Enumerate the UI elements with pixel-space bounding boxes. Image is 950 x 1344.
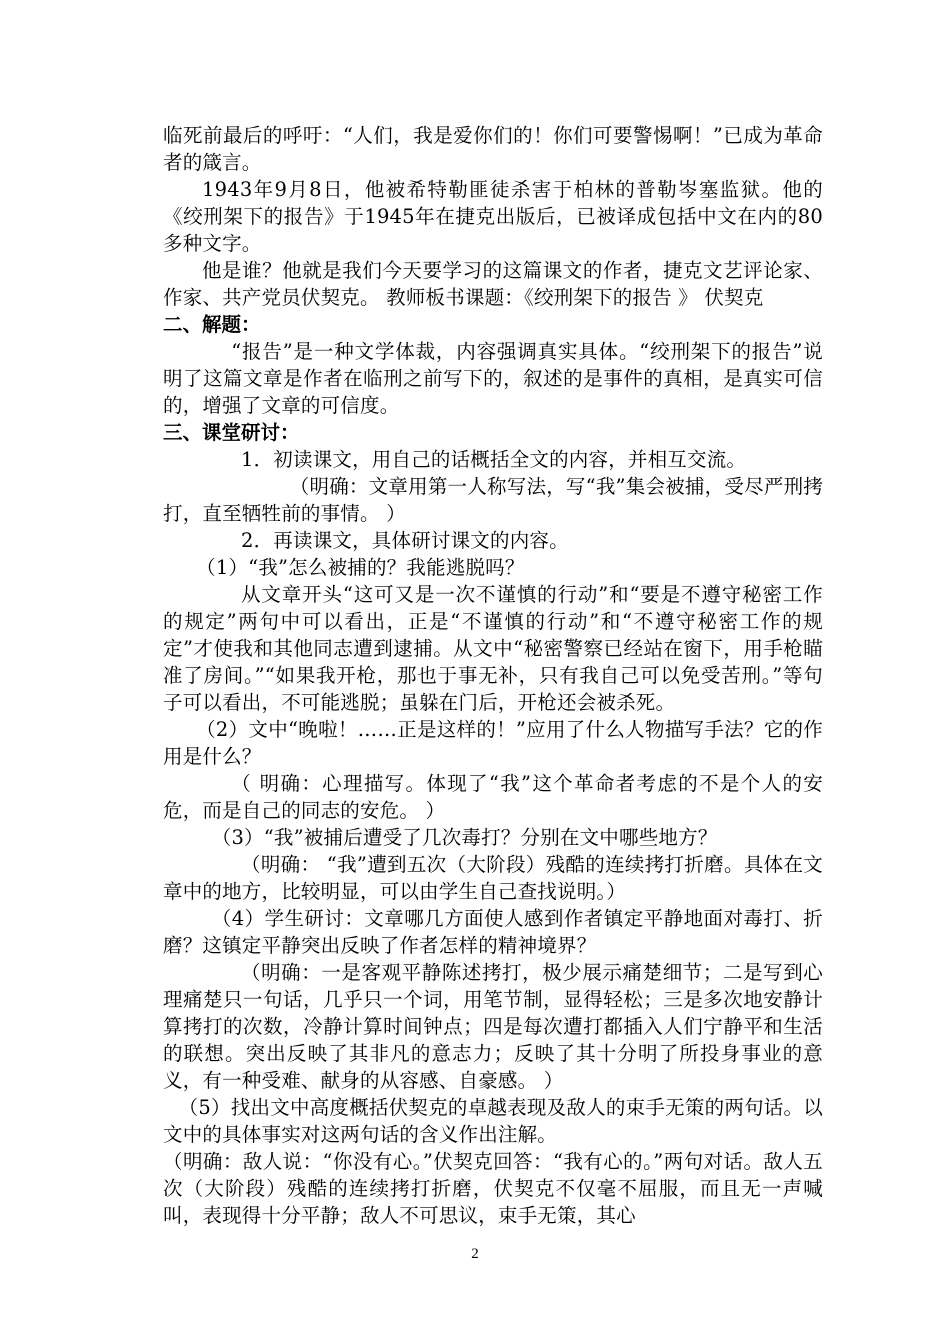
- paragraph-intro-end: 临死前最后的呼吁：“人们，我是爱你们的！你们可要警惕啊！”已成为革命者的箴言。: [163, 124, 823, 174]
- paragraph-question-2: （2）文中“晚啦！……正是这样的！”应用了什么人物描写手法？它的作用是什么？: [163, 718, 823, 768]
- paragraph-title-explanation: “报告”是一种文学体裁，内容强调真实具体。“绞刑架下的报告”说明了这篇文章是作者在临刑之前写下的，叙述的是事件的真相，是真实可信的，增强了文章的可信度。: [163, 340, 823, 417]
- paragraph-step-1-answer: （明确：文章用第一人称写法，写“我”集会被捕，受尽严刑拷打，直至牺牲前的事情。 ）: [163, 475, 823, 525]
- paragraph-question-4: （4）学生研讨：文章哪几方面使人感到作者镇定平静地面对毒打、折磨？这镇定平静突出反映了作者怎样的精神境界？: [163, 907, 823, 957]
- paragraph-death-date: 1943年9月8日，他被希特勒匪徒杀害于柏林的普勒岑塞监狱。他的《绞刑架下的报告》于1945年在捷克出版后，已被译成包括中文在内的80多种文字。: [163, 178, 823, 255]
- paragraph-step-1: 1．初读课文，用自己的话概括全文的内容，并相互交流。: [241, 448, 747, 471]
- paragraph-author-intro: 他是谁？他就是我们今天要学习的这篇课文的作者，捷克文艺评论家、作家、共产党员伏契克。 教师板书课题：《绞刑架下的报告 》 伏契克: [163, 259, 823, 309]
- page-number: 2: [471, 1246, 479, 1262]
- document-body: [163, 122, 823, 1229]
- paragraph-question-4-answer: （明确：一是客观平静陈述拷打，极少展示痛楚细节；二是写到心理痛楚只一句话，几乎只一个词，用笔节制，显得轻松；三是多次地安静计算拷打的次数，冷静计算时间钟点；四是每次遭打都插入人们宁静平和生活的联想。突出反映了其非凡的意志力；反映了其十分明了所投身事业的意义，有一种受难、献身的从容感、自豪感。 ）: [163, 961, 823, 1092]
- paragraph-question-5-answer: （明确：敌人说：“你没有心。”伏契克回答：“我有心的。”两句对话。敌人五次（大阶段）残酷的连续拷打折磨，伏契克不仅毫不屈服，而且无一声喊叫，表现得十分平静；敌人不可思议，束手无策，其心: [163, 1150, 823, 1227]
- paragraph-question-2-answer: （ 明确：心理描写。体现了“我”这个革命者考虑的不是个人的安危，而是自己的同志的安危。 ）: [163, 772, 823, 822]
- paragraph-question-3: （3）“我”被捕后遭受了几次毒打？分别在文中哪些地方？: [211, 826, 718, 849]
- paragraph-question-1: （1）“我”怎么被捕的？我能逃脱吗？: [196, 556, 525, 579]
- paragraph-question-1-answer: 从文章开头“这可又是一次不谨慎的行动”和“要是不遵守秘密工作的规定”两句中可以看出，正是“不谨慎的行动”和“不遵守秘密工作的规定”才使我和其他同志遭到逮捕。从文中“秘密警察已经站在窗下，用手枪瞄准了房间。”“如果我开枪，那也于事无补，只有我自己可以免受苦刑。”等句子可以看出，不可能逃脱；虽躲在门后，开枪还会被杀死。: [163, 583, 823, 714]
- paragraph-step-2: 2．再读课文，具体研讨课文的内容。: [241, 529, 569, 552]
- paragraph-question-5: （5）找出文中高度概括伏契克的卓越表现及敌人的束手无策的两句话。以文中的具体事实对这两句话的含义作出注解。: [163, 1096, 823, 1146]
- paragraph-question-3-answer: （明确： “我”遭到五次（大阶段）残酷的连续拷打折磨。具体在文章中的地方，比较明显，可以由学生自己查找说明。）: [163, 853, 823, 903]
- section-heading-class-discussion: 三、课堂研讨：: [163, 421, 300, 444]
- section-heading-title-explanation: 二、解题：: [163, 313, 261, 336]
